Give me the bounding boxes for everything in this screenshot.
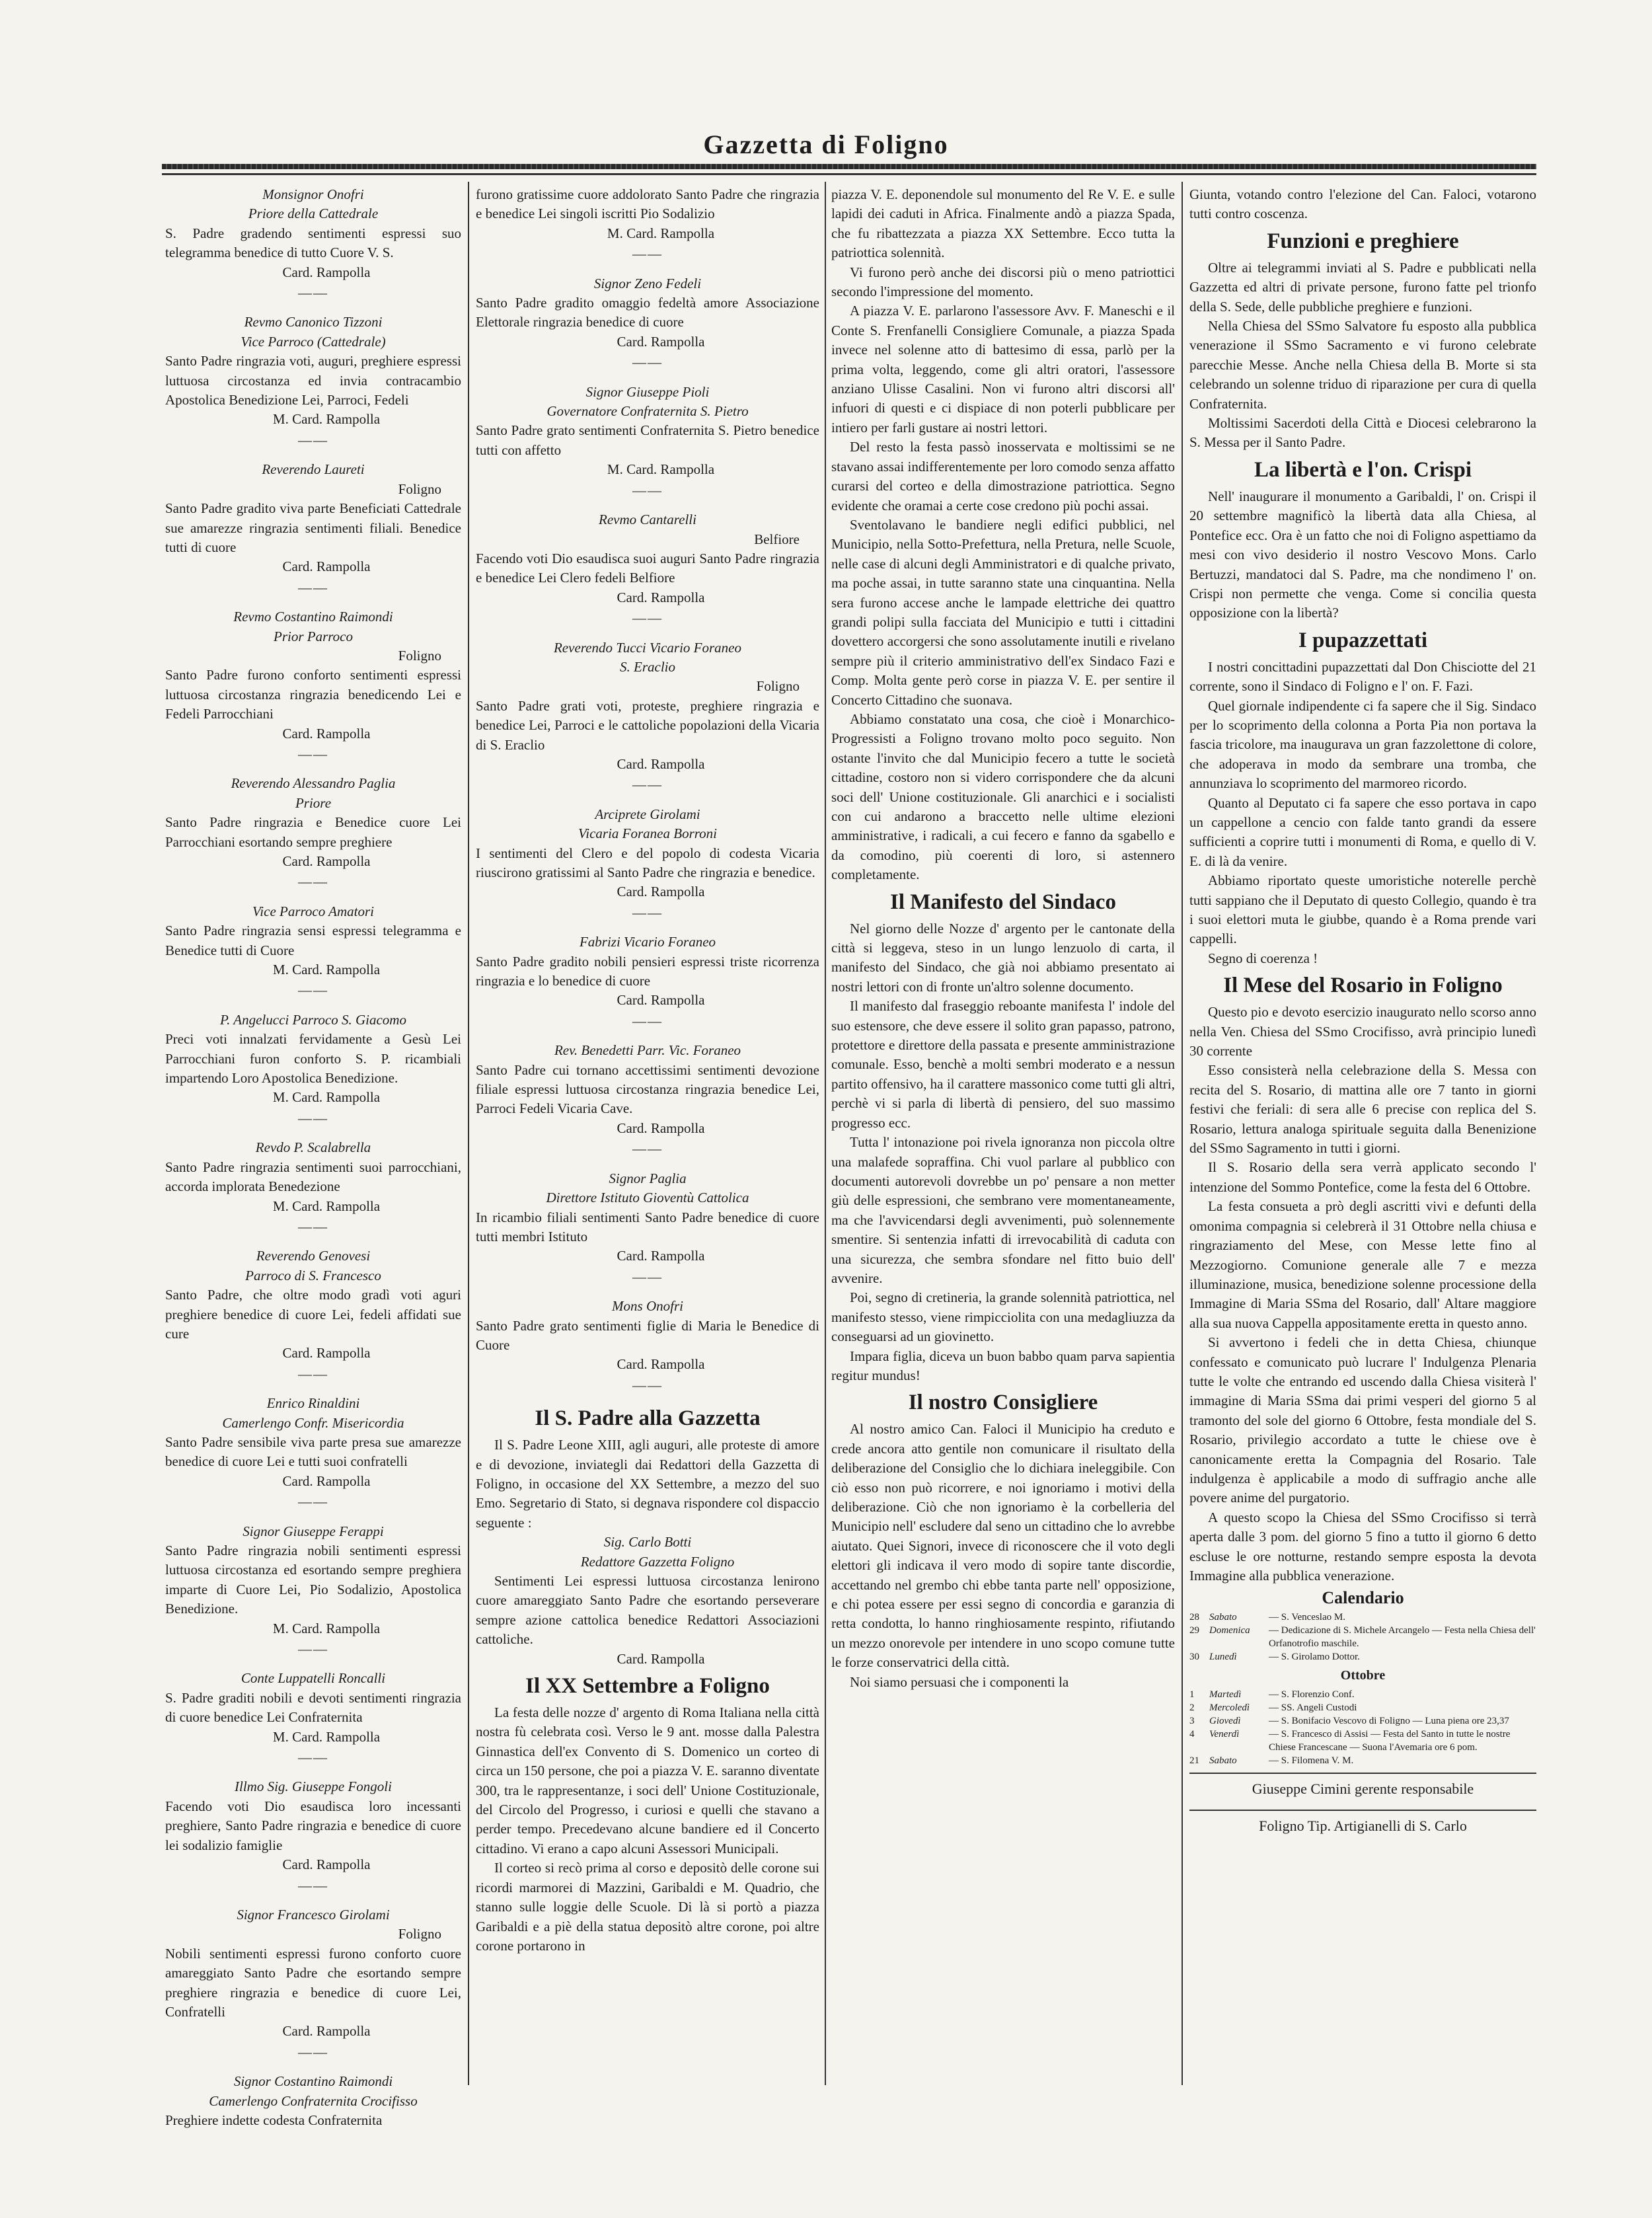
calendar-day: 2 (1189, 1702, 1195, 1714)
article-paragraph: Noi siamo persuasi che i componenti la (850, 1673, 1069, 1690)
telegram-signature: Card. Rampolla (617, 755, 705, 772)
telegram-body: Santo Padre grati voti, proteste, preghiere ringrazia e benedice Lei, Parroci e le cattoliche popolazioni della Vicaria di S. Eraclio (476, 697, 819, 753)
separator-dash: —— (298, 1110, 328, 1126)
separator-dash: —— (298, 1641, 328, 1658)
article-paragraph: piazza V. E. deponendole sul monumento del Re V. E. e sulle lapidi dei caduti in Africa. Finalmente andò a piazza Spada, che fu ribattezzata a piazza XX Settembre. Ecco tutta la patriottica solennità. (831, 186, 1175, 261)
article-paragraph: Nella Chiesa del SSmo Salvatore fu esposto alla pubblica venerazione il SSmo Sacramento e vi furono celebrate parecchie Messe. Anche nella Chiesa della B. Morte si sta celebrando un solenne triduo di riparazione per cura di quella Confraternita. (1189, 318, 1536, 412)
telegram-signature: Card. Rampolla (282, 853, 371, 869)
telegram-recipient: Signor Giuseppe Ferappi (243, 1523, 384, 1539)
gerente-responsabile: Giuseppe Cimini gerente responsabile (1252, 1780, 1474, 1798)
telegram-signature: Card. Rampolla (282, 725, 371, 742)
separator-dash: —— (298, 579, 328, 595)
article-paragraph: I nostri concittadini pupazzettati dal Don Chisciotte del 21 corrente, sono il Sindaco di Foligno e l' on. F. Fazi. (1189, 658, 1536, 695)
telegram-body: Facendo voti Dio esaudisca loro incessanti preghiere, Santo Padre ringrazia e benedice di cuore lei sodalizio famiglie (165, 1798, 461, 1853)
telegram-block (165, 460, 461, 597)
article-title-pupazzettati: I pupazzettati (1298, 628, 1428, 652)
article-paragraph: Sventolavano le bandiere negli edifici pubblici, nel Municipio, nella Sotto-Prefettura, nella Pretura, nelle Scuole, nelle case di alcuni degli Amministratori e di qualche privato, ma poche assai, in tutte saranno state una cinquantina. Nella sera furono accese anche le lampade elettriche dei quattro grandi polipi sulla facciata del Municipio e tutti i cittadini dovettero accorgersi che sono assolutamente inutili e rivelano sempre più il criterio amministrativo dell'ex Sindaco Fazi e Comp. Molta gente però corse in piazza V. E. per sentire il Concerto Cittadino che suonava. (831, 516, 1175, 708)
telegram-body: S. Padre graditi nobili e devoti sentimenti ringrazia di cuore benedice Lei Confraternita (165, 1689, 461, 1726)
telegram-recipient-role: Governatore Confraternita S. Pietro (546, 403, 749, 420)
calendar-row (1189, 1714, 1536, 1728)
telegram-recipient: Signor Francesco Girolami (237, 1906, 390, 1923)
telegram-body: Santo Padre, che oltre modo gradì voti aguri preghiere benedice di cuore Lei, fedeli affidati sue cure (165, 1287, 461, 1342)
column-divider (1182, 182, 1183, 2085)
article-paragraph: Giunta, votando contro l'elezione del Can. Faloci, votarono tutti contro coscenza. (1189, 186, 1536, 222)
telegram-signature: Card. Rampolla (617, 1120, 705, 1136)
calendar-day: 29 (1189, 1625, 1199, 1636)
article-paragraph: Al nostro amico Can. Faloci il Municipio ha creduto e crede ancora atto gentile non comunicare il risultato della deliberazione del Consiglio che lo dichiara ineleggibile. Con ciò esso non può ricorrere, e noi ignoriamo i motivi della deliberazione. Ciò che non ignoriamo è la corbelleria del Municipio nell' escludere dal seno un cittadino che lo avrebbe aiutato. Quei Signori, invece di riconoscere che il voto degli elettori gli indicava il vero modo di sopire tante discordie, accettando nel grembo chi ebbe tanta parte nell' opposizione, e chi potea essere per essi segno di concordia e garanzia di retta condotta, lo hanno ringhiosamente respinto, rifiutando un mezzo onorevole per intendere in uno scopo comune tutte le forze conservatrici della città. (831, 1421, 1175, 1671)
telegram-recipient: Reverendo Genovesi (256, 1248, 371, 1264)
telegram-recipient: P. Angelucci Parroco S. Giacomo (220, 1011, 406, 1028)
calendar-weekday: Domenica (1209, 1625, 1250, 1636)
telegram-signature: Card. Rampolla (282, 558, 371, 575)
telegram-body: Santo Padre grato sentimenti figlie di Maria le Benedice di Cuore (476, 1317, 819, 1353)
calendar-row (1189, 1728, 1536, 1754)
article-paragraph: Questo pio e devoto esercizio inaugurato nello scorso anno nella Ven. Chiesa del SSmo Crocifisso, avrà principio lunedì 30 corrente (1189, 1004, 1536, 1059)
telegram-recipient: Rev. Benedetti Parr. Vic. Foraneo (554, 1042, 741, 1059)
masthead-rule-thick (162, 164, 1536, 169)
telegram-body: Santo Padre gradito viva parte Beneficiati Cattedrale sue amarezze ringrazia sentimenti filiali. Benedice tutti di cuore (165, 500, 461, 555)
telegram-signature: Card. Rampolla (282, 2023, 371, 2040)
article-paragraph: Nel giorno delle Nozze d' argento per le cantonate della città si leggeva, steso in un lungo lenzuolo di carta, il manifesto del Sindaco, che già noi abbiamo presentato ai nostri lettori con di fronte un'altro solenne documento. (831, 920, 1175, 995)
telegram-body: I sentimenti del Clero e del popolo di codesta Vicaria riuscirono gratissimi al Santo Padre che ringrazia e benedice. (476, 845, 819, 880)
calendario-title: Calendario (1322, 1588, 1404, 1608)
telegram-body: Santo Padre ringrazia sensi espressi telegramma e Benedice tutti di Cuore (165, 923, 461, 958)
telegram-body: Santo Padre gradito omaggio fedeltà amore Associazione Elettorale ringrazia benedice di cuore (476, 295, 819, 330)
telegram-recipient-role: Camerlengo Confr. Misericordia (222, 1414, 404, 1431)
telegram-block (165, 1138, 461, 1237)
separator-dash: —— (298, 1218, 328, 1235)
calendar-day: 1 (1189, 1689, 1195, 1701)
article-paragraph: Abbiamo riportato queste umoristiche noterelle perchè tutti sappiano che il Deputato di questo Collegio, quando è tra i suoi elettori muta le giubbe, quando è a Roma prende vari cappelli. (1189, 872, 1536, 947)
calendar-row (1189, 1611, 1536, 1624)
telegram-recipient: Conte Luppatelli Roncalli (241, 1670, 386, 1687)
telegram-signature: M. Card. Rampolla (272, 411, 381, 428)
telegram-block (165, 313, 461, 450)
telegram-signature: M. Card. Rampolla (272, 962, 381, 978)
calendar-weekday: Martedì (1209, 1689, 1242, 1701)
calendar-weekday: Lunedì (1209, 1651, 1237, 1662)
telegram-signature: Card. Rampolla (617, 992, 705, 1009)
telegram-block (165, 1394, 461, 1511)
telegram-recipient: Signor Giuseppe Pioli (585, 383, 710, 400)
article-paragraph: La festa consueta a prò degli ascritti vivi e defunti della omonima compagnia si celebrerà il 31 Ottobre nella chiusa e ringraziamento del Mese, con Messe lette fino al Mezzogiorno. Comunione generale alle 7 e mezza illuminazione, musica, benedizione solenne processione della Immagine di Maria SSma del Rosario, dall' Altare maggiore alla sua nuova Cappella appositamente eretta in questo anno. (1189, 1198, 1536, 1331)
calendar-text: — S. Filomena V. M. (1269, 1755, 1354, 1767)
calendar-day: 3 (1189, 1716, 1195, 1727)
telegram-block (476, 805, 819, 923)
telegram-place: Foligno (398, 480, 441, 497)
calendar-text: — S. Girolamo Dottor. (1269, 1651, 1360, 1662)
separator-dash: —— (632, 1268, 663, 1285)
article-title-xx-settembre: Il XX Settembre a Foligno (525, 1674, 770, 1699)
telegram-signature: M. Card. Rampolla (272, 1728, 381, 1745)
address-name: Sig. Carlo Botti (603, 1534, 692, 1550)
telegram-recipient: Signor Costantino Raimondi (233, 2073, 393, 2090)
separator-dash: —— (298, 746, 328, 762)
telegram-recipient: Illmo Sig. Giuseppe Fongoli (235, 1778, 392, 1795)
article-paragraph: Segno di coerenza ! (1208, 950, 1318, 966)
telegram-body: Santo Padre ringrazia sentimenti suoi parrocchiani, accorda implorata Benedezione (165, 1159, 461, 1195)
calendar-row (1189, 1624, 1536, 1650)
telegram-signature: Card. Rampolla (617, 884, 705, 900)
column-1 (165, 185, 461, 2128)
telegram-block (165, 1522, 461, 1660)
article-paragraph: A piazza V. E. parlarono l'assessore Avv. F. Maneschi e il Conte S. Frenfanelli Consigliere Comunale, a piazza Spada invece nel solenne atto di battesimo di essa, parlò per la prima volta, leggendo, come gli altri oratori, l'assessore anziano Ulisse Casalini. Non vi furono altri discorsi all' infuori di questi e ci dispiace di non poterli pubblicare per intiero per farli gustare ai nostri lettori. (831, 303, 1175, 436)
article-paragraph: Poi, segno di cretineria, la grande solennità patriottica, nel manifesto stesso, viene rimpicciolita con una medagliuzza da conseguarsi ad un giovinetto. (831, 1289, 1175, 1345)
separator-dash: —— (298, 874, 328, 890)
telegram-place: Foligno (756, 678, 800, 695)
separator-dash: —— (632, 246, 663, 262)
article-paragraph: Sentimenti Lei espressi luttuosa circostanza lenirono cuore amareggiato Santo Padre che esortando perseverare sempre azione cattolica benedice Redattori Associazioni cattoliche. (476, 1573, 819, 1648)
calendar-day: 28 (1189, 1611, 1199, 1623)
address-role: Redattore Gazzetta Foligno (580, 1553, 735, 1570)
telegram-body: Santo Padre sensibile viva parte presa sue amarezze benedice di cuore Lei e tutti suoi confratelli (165, 1434, 461, 1470)
calendar-row (1189, 1754, 1536, 1767)
calendar-text: — Dedicazione di S. Michele Arcangelo — Festa nella Chiesa dell' Orfanotrofio maschile. (1269, 1625, 1536, 1649)
signature: Card. Rampolla (617, 1650, 705, 1667)
separator-dash: —— (298, 2044, 328, 2060)
article-paragraph: Esso consisterà nella celebrazione della S. Messa con recita del S. Rosario, di mattina alle ore 7 tanto in giorni festivi che feriali: di sera alle 6 precise con replica del S. Rosario, lettura analoga spirituale seguita dalla Benenizione del SSmo Sagramento in tutti i giorni. (1189, 1062, 1536, 1157)
calendar-text: — SS. Angeli Custodi (1269, 1702, 1357, 1714)
separator-dash: —— (632, 482, 663, 498)
article-paragraph: Si avvertono i fedeli che in detta Chiesa, chiunque confessato e comunicato può lucrare l' Indulgenza Plenaria tutte le volte che entrando ed uscendo dalla Chiesa visiterà l' immagine di Maria SSma dai primi vesperi del giorno 5 al tramonto del sole del giorno 6 Ottobre, festa mondiale del S. Rosario, privilegio accordato a tutte le chiese ove è canonicamente eretta la Compagnia del Rosario. Tale indulgenza è applicabile a modo di suffragio anche alle povere anime del purgatorio. (1189, 1334, 1536, 1506)
telegram-recipient-role: Direttore Istituto Gioventù Cattolica (546, 1190, 749, 1206)
calendar-text: — S. Francesco di Assisi — Festa del Santo in tutte le nostre Chiese Francescane — Suona l'Avemaria ore 6 pom. (1269, 1729, 1511, 1753)
calendar-text: — S. Bonifacio Vescovo di Foligno — Luna piena ore 23,37 (1269, 1716, 1509, 1727)
telegram-block (165, 1777, 461, 1895)
article-paragraph: Nell' inaugurare il monumento a Garibaldi, l' on. Crispi il 20 settembre magnificò la libertà data alla Chiesa, al Pontefice ecc. Ora è un fatto che noi di Foligno aspettiamo da mesi con vivo desiderio il nostro Vescovo Mons. Carlo Bertuzzi, mandatoci dal S. Padre, ma che nondimeno l' on. Crispi non permette che venga. Come si conciliа questa opposizione con la libertà? (1189, 488, 1536, 621)
telegram-place: Foligno (398, 647, 441, 664)
telegram-recipient: Revmo Canonico Tizzoni (244, 314, 383, 330)
telegram-recipient: Arciprete Girolami (595, 806, 700, 822)
telegram-body: Facendo voti Dio esaudisca suoi auguri Santo Padre ringrazia e benedice Lei Clero fedeli Belfiore (476, 550, 819, 586)
telegram-recipient: Mons Onofri (612, 1298, 683, 1315)
telegram-block (165, 1905, 461, 2062)
article-title-gazzetta: Il S. Padre alla Gazzetta (535, 1406, 761, 1431)
telegram-recipient: Signor Paglia (609, 1170, 687, 1186)
telegram-block (476, 638, 819, 795)
article-paragraph: Il corteo si recò prima al corso e depositò delle corone sui ricordi marmorei di Mazzini, Garibaldi e M. Quadrio, che stanno sulle loggie delle Scuole. Di là si portò a piazza Garibaldi e a piè della statua depositò altre corone, poi altre corone portarono in (476, 1860, 819, 1954)
article-paragraph: A questo scopo la Chiesa del SSmo Crocifisso si terrà aperta dalle 3 pom. del giorno 5 fino a tutto il giorno 6 detto escluse le ore notturne, restando sempre esposta la devota Immagine alla pubblica venerazione. (1189, 1509, 1536, 1584)
telegram-recipient-role: Vice Parroco (Cattedrale) (241, 333, 386, 350)
article-title-liberta: La libertà e l'on. Crispi (1254, 457, 1472, 482)
telegram-signature: Card. Rampolla (617, 333, 705, 350)
telegram-recipient-role: Vicaria Foranea Borroni (578, 825, 717, 842)
telegram-block (476, 383, 819, 500)
telegram-recipient-role: S. Eraclio (620, 658, 675, 675)
telegram-recipient: Fabrizi Vicario Foraneo (579, 934, 716, 950)
telegram-recipient: Reverendo Tucci Vicario Foraneo (553, 639, 741, 656)
telegram-recipient: Revdo P. Scalabrella (255, 1139, 371, 1156)
telegram-signature: Card. Rampolla (282, 264, 371, 280)
separator-dash: —— (632, 1377, 663, 1393)
telegram-place: Belfiore (754, 531, 800, 547)
separator-dash: —— (298, 1877, 328, 1893)
telegram-recipient-role: Priore (295, 794, 332, 811)
column-3 (831, 185, 1175, 2082)
telegram-signature: M. Card. Rampolla (607, 225, 715, 241)
telegram-recipient-role: Camerlengo Confraternita Crocifisso (209, 2092, 418, 2109)
masthead-rule-thin (162, 173, 1536, 175)
separator-dash: —— (632, 1141, 663, 1157)
article-paragraph: Oltre ai telegrammi inviati al S. Padre e pubblicati nella Gazzetta ed altri di private persone, furono fatte pel trionfo della S. Sede, delle pubbliche preghiere e funzioni. (1189, 259, 1536, 315)
article-paragraph: Impara figlia, diceva un buon babbo quam parva sapientia regitur mundus! (831, 1348, 1175, 1383)
telegram-body: Preghiere indette codesta Confraternita (165, 2112, 383, 2128)
article-paragraph: Tutta l' intonazione poi rivela ignoranza non piccola oltre una malafede sopraffina. Chi vuol parlare al pubblico con documenti autorevoli dovrebbe un po' pensare a non metter giù delle espressioni, che sembrano vere momentaneamente, ma che l'avvicendarsi degli avvenimenti, può solennemente smentire. Si sentenzia infatti di irrevocabilità di caduta con una sicurezza, che sembra sfondare nel fitto buio dell' avvenire. (831, 1134, 1175, 1286)
telegram-block (476, 933, 819, 1031)
telegram-signature: Card. Rampolla (617, 1248, 705, 1264)
calendar-row (1189, 1701, 1536, 1714)
separator-dash: —— (632, 777, 663, 793)
telegram-body: Nobili sentimenti espressi furono conforto cuore amareggiato Santo Padre che esortando sempre preghiere ringrazia e benedice di cuore Lei, Confratelli (165, 1945, 461, 2020)
telegram-body: Santo Padre furono conforto sentimenti espressi luttuosa circostanza ringrazia benedicendo Lei e Fedeli Parrocchiani (165, 667, 461, 722)
calendar-day: 30 (1189, 1651, 1199, 1662)
telegram-block (165, 1246, 461, 1384)
telegram-recipient: Enrico Rinaldini (266, 1395, 360, 1412)
telegram-signature: M. Card. Rampolla (272, 1198, 381, 1214)
separator-dash: —— (298, 1749, 328, 1766)
calendar-day: 4 (1189, 1729, 1195, 1740)
column-2 (476, 185, 819, 2082)
telegram-body: Santo Padre ringrazia voti, auguri, preghiere espressi luttuosa circostanza ed invia contracambio Apostolica Benedizione Lei, Parroci, Fedeli (165, 353, 461, 408)
telegram-recipient: Revmo Costantino Raimondi (233, 609, 393, 625)
telegram-recipient: Monsignor Onofri (262, 186, 364, 202)
column-divider (825, 182, 826, 2085)
telegram-recipient: Revmo Cantarelli (599, 512, 696, 528)
telegram-signature: M. Card. Rampolla (607, 461, 715, 478)
masthead-title: Gazzetta di Foligno (703, 130, 949, 159)
telegram-block (165, 1669, 461, 1767)
article-paragraph: Quanto al Deputato ci fa sapere che esso portava in capo un cappellone a cencio con falde tanto grandi da essere sufficienti a coprire tutti i monumenti di Roma, e quello di V. E. di là da venire. (1189, 794, 1536, 869)
telegram-block (165, 774, 461, 892)
separator-dash: —— (632, 610, 663, 627)
separator-dash: —— (298, 432, 328, 448)
calendar-row (1189, 1650, 1536, 1664)
calendar-text: — S. Florenzio Conf. (1269, 1689, 1355, 1701)
telegram-signature: M. Card. Rampolla (272, 1620, 381, 1636)
article-paragraph: La festa delle nozze d' argento di Roma Italiana nella città nostra fù celebrata così. Verso le 9 ant. mosse dalla Palestra Ginnastica dell'ex Convento di S. Domenico un corteo di circa un 150 persone, che poi a piazza V. E. saranno diventate 300, tra le rappresentanze, i soci dell' Unione Costituzionale, del Circolo del Progresso, i curiosi e quelli che stavano a perder tempo. Precedevano alcune bandiere ed il Concerto cittadino. Vi erano a capo alcuni Assessori Municipali. (476, 1704, 819, 1856)
telegram-block (165, 902, 461, 1001)
tipografia: Foligno Tip. Artigianelli di S. Carlo (1259, 1817, 1467, 1834)
telegram-place: Foligno (398, 1926, 441, 1942)
separator-dash: —— (298, 1365, 328, 1382)
telegram-block (476, 1041, 819, 1159)
calendar-day: 21 (1189, 1755, 1199, 1767)
telegram-body: furono gratissime cuore addolorato Santo Padre che ringrazia e benedice Lei singoli iscritti Pio Sodalizio (476, 186, 819, 222)
telegram-block (476, 1297, 819, 1395)
telegram-body: Santo Padre grato sentimenti Confraternita S. Pietro benedice tutti con affetto (476, 422, 819, 458)
article-paragraph: Del resto la festa passò inosservata e moltissimi se ne stavano assai indifferentemente per loro comodo senza affatto curarsi del corteo e della dimostrazione patriottica. Segno evidente che oramai a certe cose credono più pochi assai. (831, 439, 1175, 514)
calendar-row (1189, 1688, 1536, 1701)
telegram-recipient: Vice Parroco Amatori (252, 903, 374, 919)
article-title-consigliere: Il nostro Consigliere (908, 1391, 1098, 1415)
telegram-block (165, 185, 461, 303)
telegram-signature: Card. Rampolla (617, 1356, 705, 1373)
telegram-block (165, 607, 461, 764)
calendar-text: — S. Venceslao M. (1269, 1611, 1345, 1623)
calendar-weekday: Giovedì (1209, 1716, 1241, 1727)
article-title-manifesto: Il Manifesto del Sindaco (890, 890, 1116, 914)
telegram-block (165, 2072, 461, 2130)
telegram-recipient-role: Parroco di S. Francesco (245, 1267, 381, 1283)
telegram-block (476, 185, 819, 264)
telegram-body: Santo Padre ringrazia nobili sentimenti espressi luttuosa circostanza ed esortando sempre preghiera imparte di Cuore Lei, Pio Sodalizio, Apostolica Benedizione. (165, 1543, 461, 1617)
calendar-weekday: Sabato (1209, 1755, 1237, 1767)
article-paragraph: Vi furono però anche dei discorsi più o meno patriottici secondo l'impressione del momento. (831, 264, 1175, 300)
telegram-signature: Card. Rampolla (617, 589, 705, 605)
telegram-block (476, 510, 819, 628)
calendario-october (1189, 1688, 1536, 1767)
article-paragraph: Il S. Padre Leone XIII, agli auguri, alle proteste di amore e di devozione, inviategli dai Redattori della Gazzetta di Foligno, in occasione del XX Settembre, a mezzo del suo Emo. Segretario di Stato, si degnava rispondere col dispaccio seguente : (476, 1437, 819, 1531)
telegram-body: Preci voti innalzati fervidamente a Gesù Lei Parrocchiani furon conforto S. P. ricambiali impartendo Loro Apostolica Benedizione. (165, 1031, 461, 1087)
separator-dash: —— (298, 982, 328, 999)
telegram-block (476, 274, 819, 373)
telegram-block (165, 1011, 461, 1128)
telegram-body: Santo Padre cui tornano accettissimi sentimenti devozione filiale espressi luttuosa circostanza ringrazia benedice Lei, Parroci Fedeli Vicaria Cave. (476, 1061, 819, 1117)
calendario-september (1189, 1611, 1536, 1664)
article-paragraph: Il manifesto dal fraseggio reboante manifesta l' indole del suo estensore, che deve essere il solito gran papasso, patrono, protettore e direttore della passata e presente amministrazione comunale. Esso, benchè a molti sembri moderato e a nessun partito offensivo, ha il carattere massonico come tutti gli altri, perchè vi si parla di libertà di pensiero, del suo massimo progresso ecc. (831, 998, 1175, 1131)
article-paragraph: Quel giornale indipendente ci fa sapere che il Sig. Sindaco per lo scoprimento della colonna a Porta Pia non portava la fascia tricolore, ma inaugurava un gran fazzolettone di colore, che adoperava in modo da sembrare una tromba, che annunziava lo scoprimento del marmoreo ricordo. (1189, 697, 1536, 792)
telegram-recipient: Signor Zeno Fedeli (593, 275, 702, 291)
telegram-body: In ricambio filiali sentimenti Santo Padre benedice di cuore tutti membri Istituto (476, 1209, 819, 1244)
telegram-recipient-role: Prior Parroco (274, 628, 353, 644)
separator-dash: —— (632, 904, 663, 921)
telegram-signature: Card. Rampolla (282, 1345, 371, 1361)
telegram-recipient: Reverendo Alessandro Paglia (231, 775, 396, 792)
article-paragraph: Abbiamo constatato una cosa, che cioè i Monarchico-Progressisti a Foligno trovano molto poco seguito. Non ostante l'invito che dal Municipio fecero a tutte le società cittadine, costoro non si videro corrispondere che da alcuni soci dell' Unione costituzionale. Gli anarchici e i socialisti con cui andarono a braccetto nelle ultime elezioni amministrative, i radicali, a cui fecero e fanno da sgabello e da comodino, più coerenti di loro, si astennero completamente. (831, 710, 1175, 883)
telegram-recipient-role: Priore della Cattedrale (248, 206, 379, 222)
article-title-funzioni: Funzioni e preghiere (1267, 229, 1459, 253)
telegram-signature: M. Card. Rampolla (272, 1089, 381, 1106)
column-4 (1189, 185, 1536, 2082)
calendar-weekday: Mercoledì (1209, 1702, 1250, 1714)
telegram-block (476, 1169, 819, 1287)
article-title-rosario: Il Mese del Rosario in Foligno (1223, 974, 1503, 998)
separator-dash: —— (632, 1013, 663, 1029)
telegram-recipient: Reverendo Laureti (262, 461, 365, 478)
calendario-october-title: Ottobre (1340, 1667, 1386, 1683)
article-paragraph: Moltissimi Sacerdoti della Città e Diocesi celebrarono la S. Messa per il Santo Padre. (1189, 415, 1536, 451)
column-divider (468, 182, 469, 2085)
article-paragraph: Il S. Rosario della sera verrà applicato secondo l' intenzione del Sommo Pontefice, come la festa del 6 Ottobre. (1189, 1159, 1536, 1195)
telegram-body: Santo Padre gradito nobili pensieri espressi triste ricorrenza ringrazia e lo benedice di cuore (476, 953, 819, 989)
telegram-body: S. Padre gradendo sentimenti espressi suo telegramma benedice di tutto Cuore V. S. (165, 225, 461, 261)
calendar-weekday: Sabato (1209, 1611, 1237, 1623)
telegram-body: Santo Padre ringrazia e Benedice cuore Lei Parrocchiani esortando sempre preghiere (165, 814, 461, 850)
calendar-weekday: Venerdì (1209, 1729, 1240, 1740)
separator-dash: —— (298, 1494, 328, 1510)
telegram-signature: Card. Rampolla (282, 1472, 371, 1489)
separator-dash: —— (632, 354, 663, 371)
separator-dash: —— (298, 285, 328, 301)
telegram-signature: Card. Rampolla (282, 1856, 371, 1873)
